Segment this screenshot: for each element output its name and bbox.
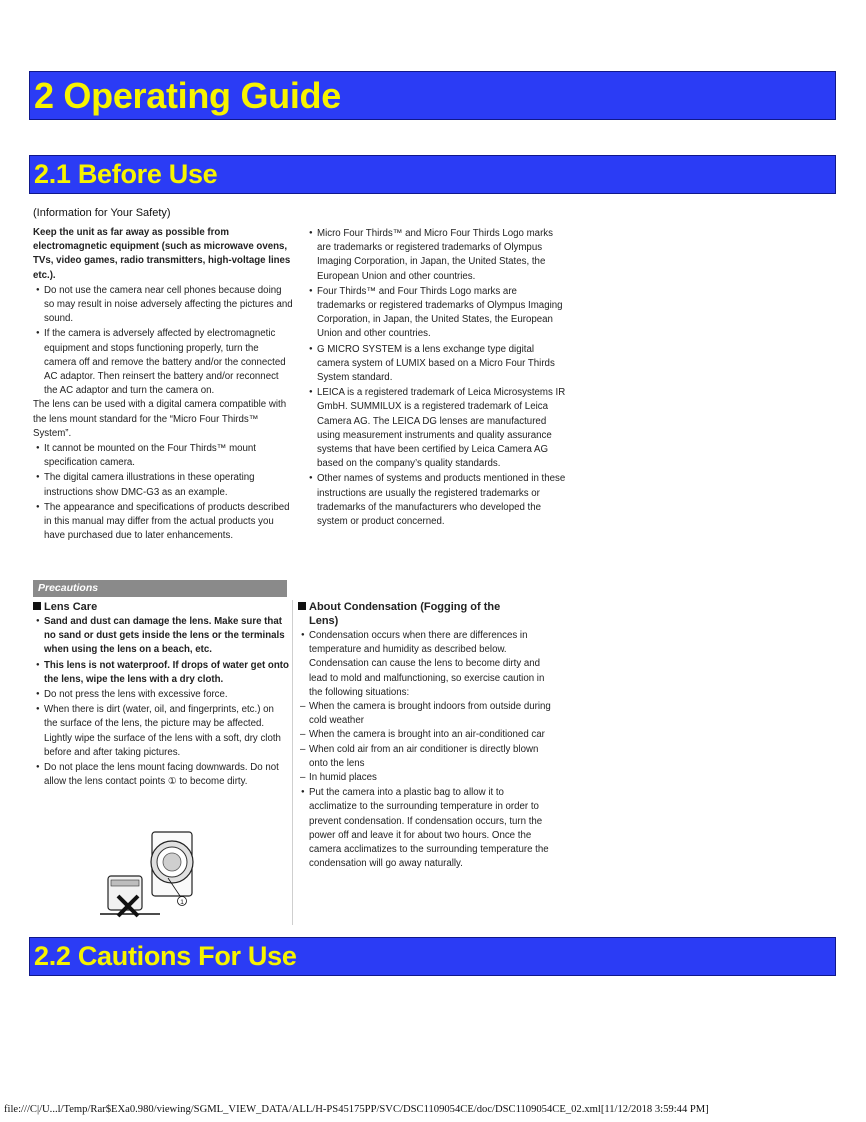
lens-mount-illustration <box>100 828 195 922</box>
bullet-item: ● Do not press the lens with excessive force. <box>33 687 289 702</box>
bullet-item: ● This lens is not waterproof. If drops of water get onto the lens, wipe the lens with a dry cloth. <box>33 658 289 687</box>
trademark-item: ● Other names of systems and products mentioned in these instructions are usually the registered trademarks or trademarks of the manufacturers who developed the system or product concerned. <box>306 471 566 529</box>
condensation-title-line1: About Condensation (Fogging of the <box>309 601 501 613</box>
file-path-footer: file:///C|/U...l/Temp/Rar$EXa0.980/viewing/SGML_VIEW_DATA/ALL/H-PS45175PP/SVC/DSC1109054CE/doc/DSC1109054CE_02.xml[11/12/2018 3:59:44 PM] <box>4 1104 709 1115</box>
callout-number: 1 <box>180 899 184 906</box>
trademark-item: ● Micro Four Thirds™ and Micro Four Thirds Logo marks are trademarks or registered trademarks of Olympus Imaging Corporation, in Japan, the United States, the European Union and other countries. <box>306 226 566 284</box>
trademark-column <box>306 226 566 529</box>
column-divider <box>292 600 293 925</box>
bullet-item: ● The appearance and specifications of products described in this manual may differ from the actual products you have purchased due to later enhancements. <box>33 500 293 544</box>
condensation-title-line2: Lens) <box>309 615 339 627</box>
bullet-item: ● If the camera is adversely affected by electromagnetic equipment and stops functioning properly, turn the camera off and remove the battery and/or the connected AC adaptor. Then reinsert the battery and/or reconnect the AC adaptor and turn the camera on. <box>33 326 293 398</box>
dash-item: – In humid places <box>298 771 554 785</box>
trademark-item: ● Four Thirds™ and Four Thirds Logo marks are trademarks or registered trademarks of Olympus Imaging Corporation, in Japan, the United States, the European Union and other countries. <box>306 284 566 342</box>
chapter-banner <box>29 71 836 120</box>
lens-care-column <box>33 600 289 789</box>
compatibility-paragraph: The lens can be used with a digital camera compatible with the lens mount standard for the “Micro Four Thirds™ System”. <box>33 399 287 439</box>
dash-item: – When cold air from an air conditioner is directly blown onto the lens <box>298 743 554 771</box>
section-title-before-use: 2.1 Before Use <box>34 159 218 189</box>
square-bullet-icon <box>298 602 306 610</box>
lens-care-title-text: Lens Care <box>44 601 98 613</box>
bullet-item: ● When there is dirt (water, oil, and fingerprints, etc.) on the surface of the lens, the picture may be affected. Lightly wipe the surface of the lens with a soft, dry cloth before and after taking pictures. <box>33 702 289 760</box>
dash-item: – When the camera is brought indoors from outside during cold weather <box>298 700 554 728</box>
bullet-item: ● Do not place the lens mount facing downwards. Do not allow the lens contact points ① to become dirty. <box>33 760 289 789</box>
section-banner-before-use <box>29 155 836 194</box>
bullet-item: ● Sand and dust can damage the lens. Make sure that no sand or dust gets inside the lens or the terminals when using the lens on a beach, etc. <box>33 614 289 658</box>
precautions-bar <box>33 580 287 597</box>
lens-care-title <box>33 600 289 614</box>
dash-item: – When the camera is brought into an air-conditioned car <box>298 728 554 742</box>
safety-left-column <box>33 226 293 543</box>
bullet-item: ● It cannot be mounted on the Four Thirds™ mount specification camera. <box>33 441 293 470</box>
emi-warning: Keep the unit as far away as possible from electromagnetic equipment (such as microwave ovens, TVs, video games, radio transmitters, high-voltage lines etc.). <box>33 227 291 281</box>
bullet-item: ● The digital camera illustrations in these operating instructions show DMC-G3 as an example. <box>33 470 293 499</box>
bullet-item: ● Do not use the camera near cell phones because doing so may result in noise adversely affecting the pictures and sound. <box>33 283 293 327</box>
bullet-item: ● Put the camera into a plastic bag to allow it to acclimatize to the surrounding temperature in order to prevent condensation. If condensation occurs, turn the power off and leave it for about two hours. Once the camera acclimatizes to the surrounding temperature the condensation will go away naturally. <box>298 785 554 871</box>
trademark-item: ● LEICA is a registered trademark of Leica Microsystems IR GmbH. SUMMILUX is a registered trademark of Leica Camera AG. The LEICA DG lenses are manufactured using measurement instruments and quality assurance systems that have been certified by Leica Camera AG based on the company’s quality standards. <box>306 385 566 471</box>
condensation-column <box>298 600 554 871</box>
chapter-title: 2 Operating Guide <box>34 74 341 116</box>
bullet-item: ● Condensation occurs when there are differences in temperature and humidity as described below. Condensation can cause the lens to become dirty and lead to mold and malfunctioning, so exercise caution in the following situations: <box>298 628 554 700</box>
trademark-item: ● G MICRO SYSTEM is a lens exchange type digital camera system of LUMIX based on a Micro Four Thirds System standard. <box>306 342 566 386</box>
square-bullet-icon <box>33 602 41 610</box>
section-banner-cautions <box>29 937 836 976</box>
safety-info-heading: (Information for Your Safety) <box>33 207 171 219</box>
condensation-title <box>298 600 554 614</box>
section-title-cautions: 2.2 Cautions For Use <box>34 941 297 971</box>
precautions-label: Precautions <box>38 582 99 594</box>
